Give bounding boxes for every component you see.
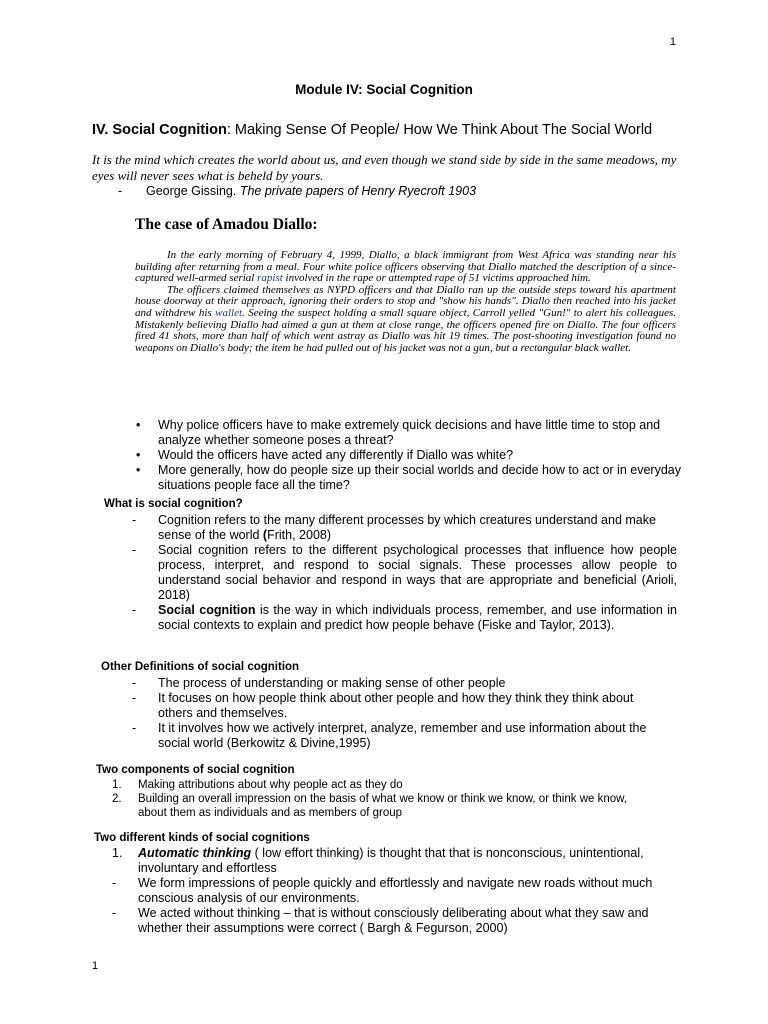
number-marker: 1. <box>112 779 122 791</box>
dash-marker: - <box>132 513 137 527</box>
item-text: is the way in which individuals process, remember, and use information in social contexts to explain and predict how people behave (Fiske and Taylor, 2013). <box>158 603 677 632</box>
list-item <box>132 418 682 448</box>
list-item <box>112 792 652 820</box>
story-p1-text-b: involved in the rape or attempted rape of 51 victims approached him. <box>282 272 591 285</box>
what-is-list <box>132 513 677 633</box>
what-is-heading: What is social cognition? <box>104 498 243 510</box>
section-heading-rest: : Making Sense Of People/ How We Think About The Social World <box>226 122 653 138</box>
list-item <box>132 543 677 603</box>
two-kinds-heading: Two different kinds of social cognitions <box>94 832 310 844</box>
item-text: The process of understanding or making sense of other people <box>158 676 506 690</box>
bullet-icon: • <box>136 463 141 477</box>
other-defs-list <box>132 676 652 751</box>
question-text: Why police officers have to make extremely quick decisions and have little time to stop and analyze whether someone poses a threat? <box>158 418 661 447</box>
list-item <box>132 603 677 633</box>
list-item <box>132 463 682 493</box>
list-item <box>132 448 682 463</box>
bullet-icon: • <box>136 448 141 462</box>
list-item <box>132 676 652 691</box>
list-item <box>112 876 696 906</box>
dash-marker: - <box>132 691 137 705</box>
dash-marker: - <box>112 906 117 920</box>
rapist-link[interactable]: rapist <box>257 272 283 285</box>
number-marker: 2. <box>112 793 122 805</box>
question-text: Would the officers have acted any differently if Diallo was white? <box>158 448 514 462</box>
epigraph: It is the mind which creates the world about us, and even though we stand side by side in the same meadows, my eyes will never sees what is beheld by yours. <box>92 152 677 183</box>
item-text: Frith, 2008) <box>267 528 332 542</box>
list-item <box>132 691 652 721</box>
page-number-bottom: 1 <box>92 960 99 972</box>
case-title: The case of Amadou Diallo: <box>135 216 318 233</box>
list-item <box>132 513 677 543</box>
wallet-link[interactable]: wallet <box>215 306 243 319</box>
dash-marker: - <box>112 876 117 890</box>
item-text: It focuses on how people think about other people and how they think they think about others and themselves. <box>158 691 634 720</box>
list-item <box>112 846 696 876</box>
item-text: ( low effort thinking) is thought that that is nonconscious, unintentional, involuntary and effortless <box>138 846 644 875</box>
item-bold-italic: Automatic thinking <box>138 846 252 860</box>
list-item <box>112 906 696 936</box>
case-story <box>135 250 676 354</box>
page-number-top: 1 <box>669 36 676 48</box>
item-text: Social cognition refers to the different psychological processes that influence how people process, interpret, and respond to social signals. These processes allow people to understand social behavior and respond in ways that are appropriate and beneficial (Arioli, 2018) <box>158 543 677 602</box>
two-components-list <box>112 778 652 820</box>
story-p1-text-a: In the early morning of February 4, 1999, Diallo, a black immigrant from West Africa was standing near his building after returning from a meal. Four white police officers observing that Diallo matched the description of a since-captured well-armed serial <box>135 249 676 285</box>
dash-marker: - <box>132 603 137 617</box>
page-title: Module IV: Social Cognition <box>295 82 473 97</box>
attribution-author: George Gissing. <box>146 184 237 198</box>
section-heading <box>92 122 652 138</box>
attribution-dash: - <box>118 184 123 198</box>
bullet-icon: • <box>136 418 141 432</box>
item-text: Cognition refers to the many different processes by which creatures understand and make sense of the world <box>158 513 656 542</box>
two-components-heading: Two components of social cognition <box>96 764 295 776</box>
epigraph-attribution <box>118 184 476 198</box>
story-p2-text-a: The officers claimed themselves as NYPD officers and that Diallo ran up the outside steps toward his apartment house doorway at their approach, ignoring their orders to stop and "show his hands". Diallo then reached into his jacket and withdrew his <box>135 283 676 319</box>
item-text: We form impressions of people quickly and effortlessly and navigate new roads without much conscious analysis of our environments. <box>138 876 653 905</box>
story-p2-text-b: . Seeing the suspect holding a small square object, Carroll yelled "Gun!" to alert his colleagues. Mistakenly believing Diallo had aimed a gun at them at close range, the officers opened fire on Diallo. The four officers fired 41 shots, more than half of which went astray as Diallo was hit 19 times. The post-shooting investigation found no weapons on Diallo's body; the item he had pulled out of his jacket was not a gun, but a rectangular black wallet. <box>135 306 676 354</box>
two-kinds-list <box>112 846 696 936</box>
story-paragraph-1 <box>135 250 676 285</box>
item-text: Building an overall impression on the basis of what we know or think we know, or think we know, about them as individuals and as members of group <box>138 793 628 819</box>
item-text: It it involves how we actively interpret, analyze, remember and use information about the social world (Berkowitz & Divine,1995) <box>158 721 647 750</box>
story-paragraph-2 <box>135 285 676 355</box>
question-list <box>132 418 682 493</box>
dash-marker: - <box>132 721 137 735</box>
question-text: More generally, how do people size up their social worlds and decide how to act or in everyday situations people face all the time? <box>158 463 681 492</box>
section-heading-bold: IV. Social Cognition <box>92 122 227 138</box>
list-item <box>132 721 652 751</box>
item-text: Making attributions about why people act as they do <box>138 779 403 791</box>
item-bold: Social cognition <box>158 603 256 617</box>
dash-marker: - <box>132 543 137 557</box>
attribution-work: The private papers of Henry Ryecroft 1903 <box>239 184 477 198</box>
item-text: We acted without thinking – that is without consciously deliberating about what they saw and whether their assumptions were correct ( Bargh & Fegurson, 2000) <box>138 906 649 935</box>
dash-marker: - <box>132 676 137 690</box>
list-item <box>112 778 652 792</box>
other-defs-heading: Other Definitions of social cognition <box>101 661 300 673</box>
number-marker: 1. <box>112 846 123 860</box>
item-bold: ( <box>262 528 268 542</box>
